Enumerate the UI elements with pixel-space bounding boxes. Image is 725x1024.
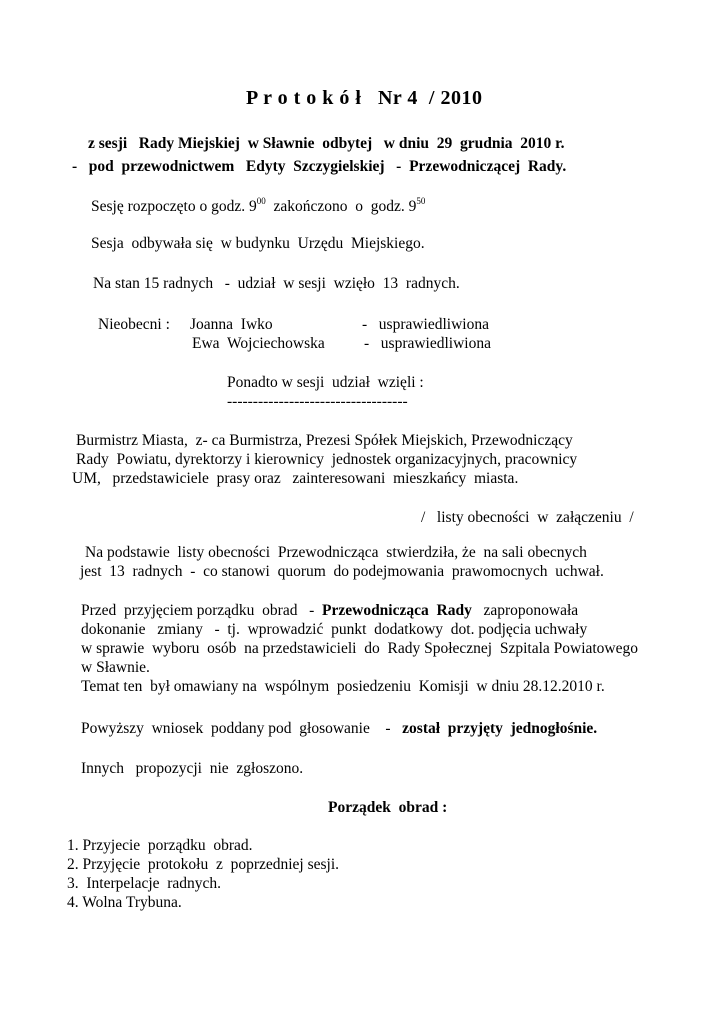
- session-start-minutes: 00: [256, 196, 266, 206]
- session-location: Sesja odbywała się w budynku Urzędu Miejskiego.: [91, 235, 425, 252]
- proposal-line-1: [81, 602, 578, 620]
- agenda-item: 3. Interpelacje radnych.: [67, 875, 222, 892]
- attendance-list-note: / listy obecności w załączeniu /: [421, 509, 634, 526]
- session-header-line-1: z sesji Rady Miejskiej w Sławnie odbytej w dniu 29 grudnia 2010 r.: [88, 135, 565, 152]
- session-end-minutes: 50: [416, 196, 426, 206]
- vote-text: Powyższy wniosek poddany pod głosowanie -: [81, 720, 403, 737]
- absent-name: Ewa Wojciechowska: [192, 335, 325, 352]
- proposal-line-2: dokonanie zmiany - tj. wprowadzić punkt dodatkowy dot. podjęcia uchwały: [81, 621, 588, 638]
- session-header-line-2: - pod przewodnictwem Edyty Szczygielskiej - Przewodniczącej Rady.: [72, 158, 567, 175]
- session-end: zakończono o godz. 9: [265, 198, 417, 215]
- protocol-title: P r o t o k ó ł Nr 4 / 2010: [246, 87, 483, 109]
- absent-label: Nieobecni :: [98, 316, 170, 333]
- proposal-line-4: w Sławnie.: [81, 659, 150, 676]
- proposal-chair: Przewodnicząca Rady: [322, 602, 472, 619]
- proposal-line-3: w sprawie wyboru osób na przedstawicieli do Rady Społecznej Szpitala Powiatowego: [81, 640, 639, 657]
- also-present-line: Burmistrz Miasta, z- ca Burmistrza, Prezesi Spółek Miejskich, Przewodniczący: [76, 432, 573, 449]
- proposal-intro: Przed przyjęciem porządku obrad -: [81, 602, 323, 619]
- also-present-heading: Ponadto w sesji udział wzięli :: [227, 374, 424, 391]
- vote-line: [81, 720, 597, 738]
- agenda-item: 4. Wolna Trybuna.: [67, 894, 182, 911]
- also-present-rule: -----------------------------------: [227, 393, 408, 410]
- absent-name: Joanna Iwko: [190, 316, 273, 333]
- proposal-verb: zaproponowała: [471, 602, 579, 619]
- other-proposals: Innych propozycji nie zgłoszono.: [81, 760, 304, 777]
- quorum-line: jest 13 radnych - co stanowi quorum do podejmowania prawomocnych uchwał.: [80, 563, 604, 580]
- quorum-line: Na podstawie listy obecności Przewodnicząca stwierdziła, że na sali obecnych: [85, 544, 587, 561]
- agenda-item: 2. Przyjęcie protokołu z poprzedniej sesji.: [67, 856, 340, 873]
- agenda-heading: Porządek obrad :: [328, 799, 448, 816]
- also-present-line: UM, przedstawiciele prasy oraz zainteresowani mieszkańcy miasta.: [72, 470, 519, 487]
- attendance-count: Na stan 15 radnych - udział w sesji wzięło 13 radnych.: [93, 275, 460, 292]
- session-start: Sesję rozpoczęto o godz. 9: [91, 198, 257, 215]
- absent-status: - usprawiedliwiona: [364, 335, 491, 352]
- absent-status: - usprawiedliwiona: [362, 316, 489, 333]
- session-time: [91, 198, 425, 216]
- also-present-line: Rady Powiatu, dyrektorzy i kierownicy jednostek organizacyjnych, pracownicy: [76, 451, 578, 468]
- agenda-item: 1. Przyjecie porządku obrad.: [67, 837, 253, 854]
- vote-result: został przyjęty jednogłośnie.: [402, 720, 598, 737]
- proposal-line-5: Temat ten był omawiany na wspólnym posiedzeniu Komisji w dniu 28.12.2010 r.: [81, 678, 605, 695]
